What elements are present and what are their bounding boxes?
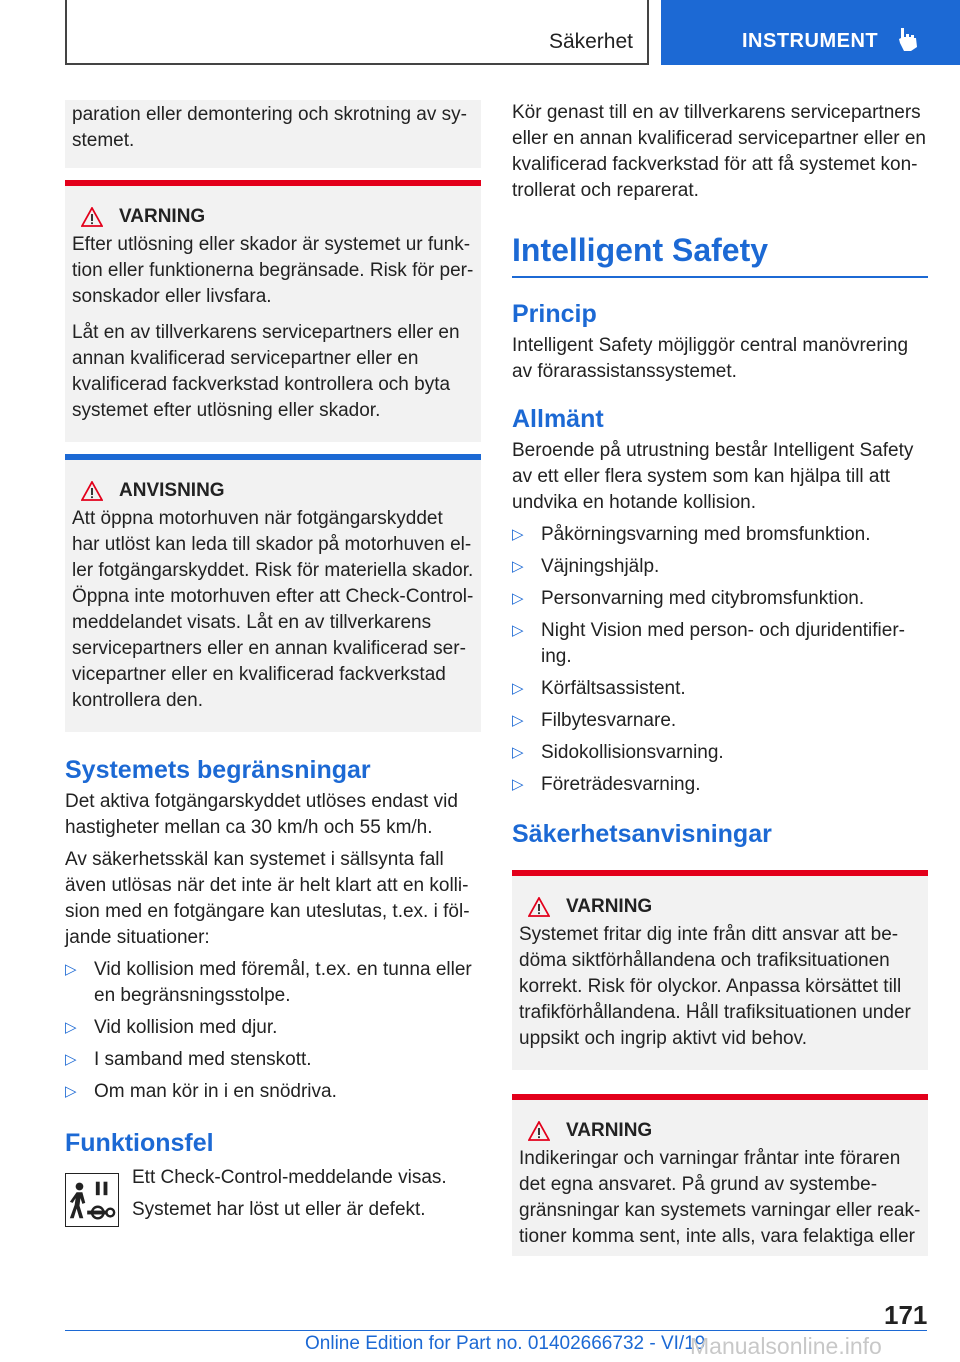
- list-item: ▷ Vid kollision med föremål, t.ex. en tunna eller en begränsningsstolpe.: [65, 959, 472, 1006]
- right-column: [512, 100, 928, 1256]
- section-heading: Princip: [512, 300, 597, 328]
- section-heading: Systemets begränsningar: [65, 756, 371, 784]
- edition-text: Online Edition for Part no. 01402666732 - VI/19: [305, 1333, 706, 1354]
- notice-text: Att öppna motorhuven när fotgängarskyddet har utlöst kan leda till skador på motorhuven eller fotgängarskyddet. Risk för materiella skador. Öppna inte motorhuven efter att Check-Control-meddelandet visats. Låt en av tillverkarens servicepartners eller en annan kvalificerad servicepartner eller en kvalificerad fackverkstad kontrollera den.: [72, 508, 474, 711]
- triangle-bullet-icon: ▷: [512, 776, 524, 793]
- fault-block: [65, 1165, 481, 1229]
- list-item: ▷ Vid kollision med djur.: [65, 1015, 481, 1041]
- paragraph: Av säkerhetsskäl kan systemet i sällsynta fall även utlösas när det inte är helt klart att en kollision med en fotgängare kan uteslutas, t.ex. i följande situationer:: [65, 849, 470, 948]
- left-column: [65, 100, 481, 1229]
- triangle-bullet-icon: ▷: [65, 1083, 77, 1100]
- warning-heading: [519, 1118, 921, 1144]
- notice-title: ANVISNING: [119, 480, 225, 501]
- warning-triangle-icon: [528, 1121, 550, 1141]
- warning-triangle-icon: [81, 207, 103, 227]
- warning-text: Låt en av tillverkarens servicepartners eller en annan kvalificerad servicepartner eller en kvalificerad fackverkstad kontrollera och byta systemet efter utlösning eller skador.: [72, 322, 460, 421]
- warning-box: [65, 180, 481, 442]
- fault-line: Systemet har löst ut eller är defekt.: [132, 1199, 426, 1220]
- list-item: ▷ Personvarning med citybromsfunktion.: [512, 586, 928, 612]
- section-title: Säkerhet: [548, 30, 633, 53]
- list-item: ▷ Sidokollisionsvarning.: [512, 740, 928, 766]
- paragraph: Kör genast till en av tillverkarens servicepartners eller en annan kvalificerad servicepartner eller en kvalificerad fackverkstad för att få systemet kontrollerat och reparerat.: [512, 102, 927, 201]
- warning-title: VARNING: [566, 896, 653, 917]
- list-item: ▷ Om man kör in i en snödriva.: [65, 1079, 481, 1105]
- triangle-bullet-icon: ▷: [512, 526, 524, 543]
- warning-box: [512, 870, 928, 1070]
- chapter-tab-label: INSTRUMENT: [742, 30, 879, 52]
- chapter-tab[interactable]: [661, 0, 960, 65]
- paragraph: Det aktiva fotgängarskyddet utlöses endast vid hastigheter mellan ca 30 km/h och 55 km/h.: [65, 791, 458, 838]
- warning-triangle-icon: [528, 897, 550, 917]
- paragraph: Intelligent Safety möjliggör central manövrering av förarassistanssystemet.: [512, 335, 909, 382]
- section-heading: Allmänt: [512, 405, 604, 433]
- list-item: ▷ Night Vision med person- och djuridentifiering.: [512, 620, 905, 667]
- fault-line: Ett Check-Control-meddelande visas.: [132, 1167, 447, 1188]
- list-item: ▷ I samband med stenskott.: [65, 1047, 481, 1073]
- fault-text: [132, 1165, 447, 1229]
- warning-box: [512, 1094, 928, 1256]
- warning-text: Indikeringar och varningar fråntar inte föraren det egna ansvaret. På grund av systembegränsningar kan systemets varningar eller reaktioner komma sent, inte alls, vara felaktiga eller: [519, 1148, 921, 1247]
- triangle-bullet-icon: ▷: [512, 558, 524, 575]
- footer-divider: [65, 1330, 927, 1331]
- list-item: ▷ Företrädesvarning.: [512, 772, 928, 798]
- continued-text: paration eller demontering och skrotning av systemet.: [72, 104, 467, 151]
- warning-title: VARNING: [566, 1120, 653, 1141]
- triangle-bullet-icon: ▷: [512, 622, 524, 639]
- warning-title: VARNING: [119, 206, 206, 227]
- triangle-bullet-icon: ▷: [512, 590, 524, 607]
- list-item: ▷ Väjningshjälp.: [512, 554, 928, 580]
- triangle-bullet-icon: ▷: [65, 1051, 77, 1068]
- list-item: ▷ Påkörningsvarning med bromsfunktion.: [512, 522, 928, 548]
- paragraph: Beroende på utrustning består Intelligent Safety av ett eller flera system som kan hjälpa till att undvika en hotande kollision.: [512, 440, 914, 513]
- triangle-bullet-icon: ▷: [65, 961, 77, 978]
- pedestrian-protection-icon: [65, 1173, 119, 1227]
- warning-text: Systemet fritar dig inte från ditt ansvar att bedöma siktförhållandena och trafiksituationen korrekt. Risk för olyckor. Anpassa körsättet till trafikförhållandena. Håll trafiksituationen under uppsikt och ingrip aktivt vid behov.: [519, 924, 911, 1049]
- triangle-bullet-icon: ▷: [65, 1019, 77, 1036]
- notice-heading: [72, 478, 474, 504]
- triangle-bullet-icon: ▷: [512, 712, 524, 729]
- triangle-bullet-icon: ▷: [512, 744, 524, 761]
- list-item: ▷ Körfältsassistent.: [512, 676, 928, 702]
- hand-pointer-icon: [897, 26, 919, 52]
- warning-triangle-icon: [81, 481, 103, 501]
- section-heading: Funktionsfel: [65, 1129, 214, 1157]
- section-heading: Säkerhetsanvisningar: [512, 820, 772, 848]
- limits-list: [65, 957, 481, 1105]
- warning-text: Efter utlösning eller skador är systemet ur funktion eller funktionerna begränsade. Risk för personskador eller livsfara.: [72, 234, 474, 307]
- warning-heading: [72, 204, 474, 230]
- page-title: Intelligent Safety: [512, 230, 928, 278]
- watermark: Manualsonline.info: [690, 1333, 882, 1359]
- page-number: 171: [884, 1300, 928, 1330]
- list-item: ▷ Filbytesvarnare.: [512, 708, 928, 734]
- systems-list: [512, 522, 928, 798]
- header-section-box: [65, 0, 649, 65]
- notice-box: [65, 454, 481, 732]
- continued-text-box: [65, 100, 481, 168]
- triangle-bullet-icon: ▷: [512, 680, 524, 697]
- warning-heading: [519, 894, 921, 920]
